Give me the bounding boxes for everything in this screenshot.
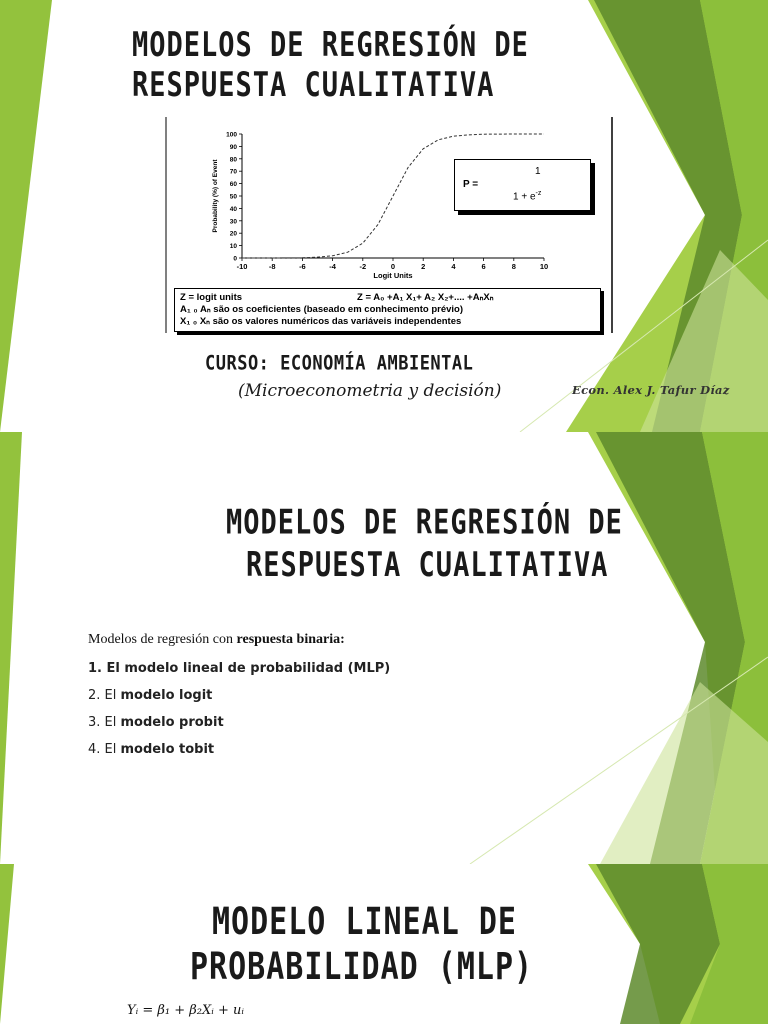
slide-1-title-line1: MODELOS DE REGRESIÓN DE: [132, 26, 529, 65]
left-green-wedge: [0, 864, 14, 1024]
logistic-formula-box: [454, 159, 591, 211]
left-green-wedge: [0, 432, 22, 864]
x-tick-label: 4: [451, 262, 456, 271]
list-item-bold: modelo logit: [120, 688, 213, 703]
slide-3-title-line2: PROBABILIDAD (MLP): [190, 945, 534, 989]
list-item: [88, 688, 390, 715]
formula-denominator: [513, 190, 541, 202]
slide-3-title-line1: MODELO LINEAL DE: [212, 900, 517, 944]
slide-1: [0, 0, 768, 432]
list-intro-prefix: Modelos de regresión con: [88, 632, 237, 647]
list-item-prefix: El: [104, 742, 121, 757]
formula-denominator-base: 1 + e: [513, 191, 536, 203]
mlp-equation: Yᵢ = β₁ + β₂Xᵢ + uᵢ: [127, 1003, 244, 1018]
y-tick-label: 20: [229, 230, 237, 238]
list-intro-bold: respuesta binaria:: [236, 632, 345, 647]
chart-y-axis-label: Probability (%) of Event: [212, 159, 219, 233]
list-item-bold: modelo probit: [120, 715, 224, 730]
notes-line2: A₁ ₀ Aₙ são os coeficientes (baseado em conhecimento prévio): [180, 304, 463, 315]
y-tick-label: 90: [229, 143, 237, 151]
x-tick-label: 0: [390, 262, 396, 271]
list-item: [88, 661, 390, 688]
y-tick-label: 60: [229, 181, 237, 189]
x-tick-label: -4: [329, 262, 336, 271]
list-item: [88, 742, 390, 769]
notes-line1-right: Z = A₀ +A₁ X₁+ A₂ X₂+.... +AₙXₙ: [357, 292, 494, 303]
slide-2-title-line1: MODELOS DE REGRESIÓN DE: [226, 503, 623, 542]
list-item-prefix: El: [104, 715, 121, 730]
y-tick-label: 40: [229, 205, 237, 213]
list-item-number: 2.: [88, 688, 105, 703]
chart-x-axis-label: Logit Units: [373, 271, 413, 280]
notes-line3: X₁ ₀ Xₙ são os valores numéricos das variáveis independentes: [180, 316, 462, 327]
author-name: Econ. Alex J. Tafur Díaz: [572, 383, 730, 397]
slide-1-title: [132, 26, 529, 106]
course-name: CURSO: ECONOMÍA AMBIENTAL: [205, 352, 474, 375]
y-tick-label: 80: [229, 156, 237, 164]
formula-numerator: 1: [535, 166, 541, 177]
list-item-number: 4.: [88, 742, 105, 757]
binary-response-model-list: [88, 632, 390, 769]
formula-denominator-exponent: -z: [535, 190, 542, 197]
x-tick-label: -6: [299, 262, 306, 271]
notes-line1-left: Z = logit units: [180, 292, 243, 303]
slide-2: [0, 432, 768, 864]
y-tick-label: 30: [229, 218, 237, 226]
y-tick-label: 100: [226, 131, 237, 139]
slide-1-title-line2: RESPUESTA CUALITATIVA: [132, 66, 495, 105]
x-tick-label: 10: [539, 262, 549, 271]
x-tick-label: 8: [511, 262, 516, 271]
list-item-number: 3.: [88, 715, 105, 730]
list-item-bold: modelo tobit: [120, 742, 215, 757]
x-tick-label: -8: [268, 262, 276, 271]
list-item-number: 1.: [88, 661, 107, 676]
y-tick-label: 70: [229, 168, 237, 176]
list-item-bold: El modelo lineal de probabilidad (MLP): [106, 661, 391, 676]
formula-lhs: P =: [463, 179, 479, 190]
x-tick-label: -10: [236, 262, 248, 271]
course-subtitle: (Microeconometria y decisión): [238, 381, 502, 401]
left-green-wedge: [0, 0, 52, 432]
list-intro: [88, 632, 390, 659]
logit-notes-box: [174, 288, 601, 332]
x-tick-label: 6: [481, 262, 486, 271]
list-item-prefix: El: [104, 688, 121, 703]
slide-2-title-line2: RESPUESTA CUALITATIVA: [246, 545, 609, 585]
y-tick-label: 50: [229, 193, 237, 201]
x-tick-label: 2: [421, 262, 426, 271]
list-item: [88, 715, 390, 742]
slide-3: [0, 864, 768, 1024]
y-tick-label: 10: [229, 243, 237, 251]
slide-2-title: [226, 502, 623, 587]
x-tick-label: -2: [359, 262, 367, 271]
y-tick-label: 0: [233, 255, 237, 263]
slide-3-title: [190, 900, 533, 990]
